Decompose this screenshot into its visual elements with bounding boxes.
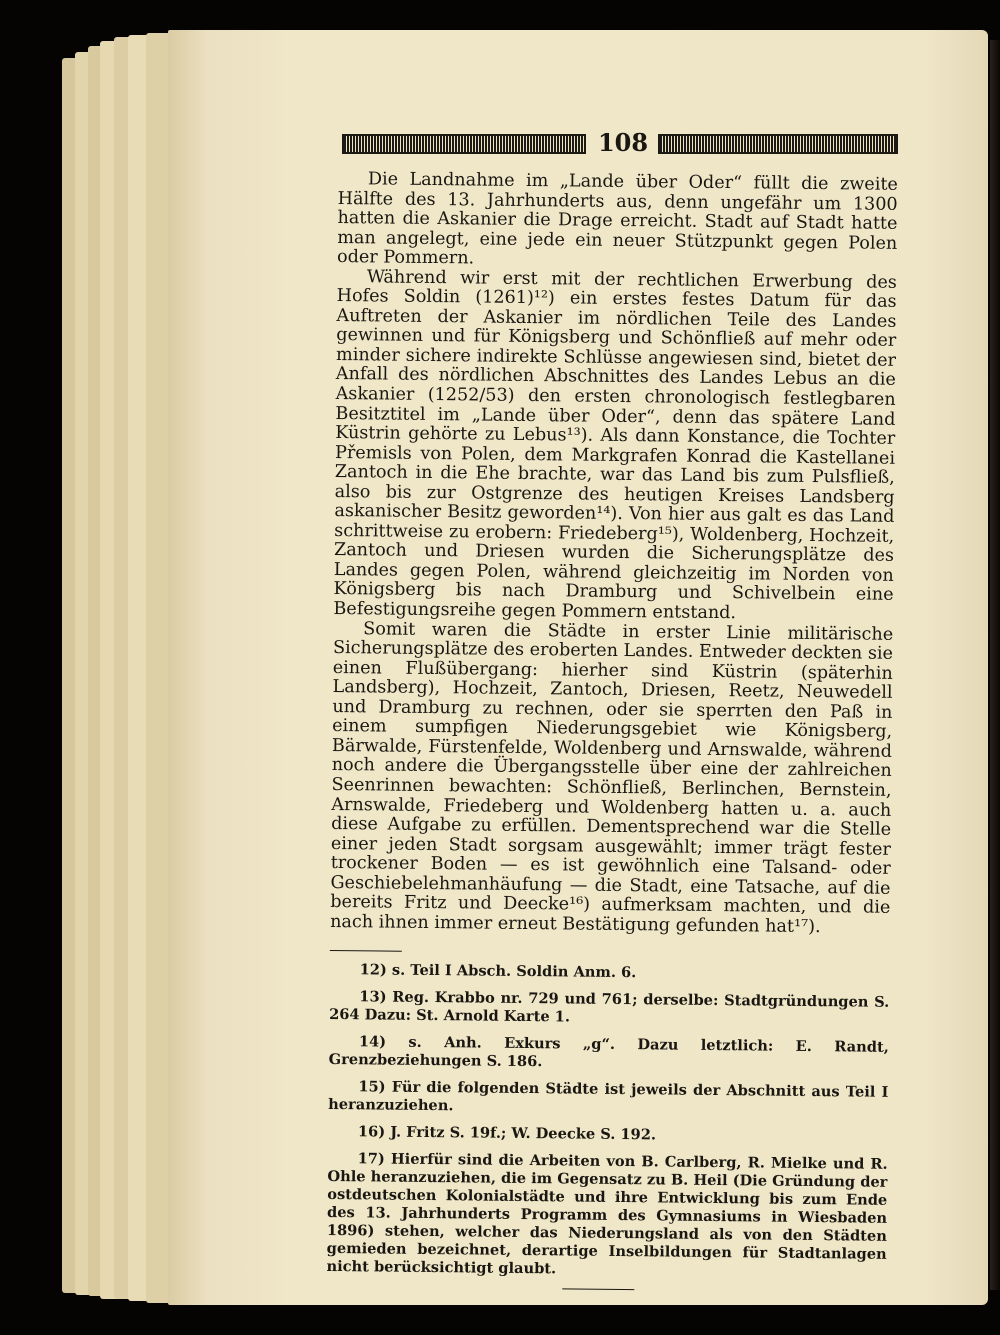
footnote [330, 961, 890, 985]
footnote-mark: 16) [357, 1123, 386, 1141]
footnote-text: s. Anh. Exkurs „g“. Dazu letztlich: E. Randt, Grenzbeziehungen S. 186. [328, 1034, 889, 1071]
footnote [328, 1078, 888, 1120]
footnote [326, 1150, 887, 1282]
page-number: 108 [597, 128, 649, 157]
footnote [329, 1033, 889, 1075]
footnote-mark: 12) [359, 961, 387, 979]
footnote-mark: 13) [359, 988, 387, 1006]
header-ornament-left [342, 134, 586, 154]
footnote-mark: 17) [357, 1150, 385, 1168]
footnote-text: J. Fritz S. 19f.; W. Deecke S. 192. [390, 1123, 657, 1144]
footnote-separator [330, 950, 402, 952]
header-ornament-right [658, 134, 898, 154]
footnote-text: s. Teil I Absch. Soldin Anm. 6. [391, 961, 637, 982]
footnote-text: Reg. Krabbo nr. 729 und 761; derselbe: Stadtgründungen S. 264 Dazu: St. Arnold Karte 1. [329, 988, 890, 1026]
paragraph: Die Landnahme im „Lande über Oder“ füllt die zweite Hälfte des 13. Jahrhunderts aus, denn ungefähr um 1300 hatten die Askanier die Drage erreicht. Stadt auf Stadt hatte man angelegt, eine jede ein neuer Stützpunkt gegen Polen oder Pommern. [336, 169, 898, 269]
book-gutter [990, 40, 1000, 1290]
footnote [329, 988, 889, 1030]
paragraph: Während wir erst mit der rechtlichen Erwerbung des Hofes Soldin (1261)¹²) ein erstes festes Datum für das Auftreten der Askanier im nördlichen Teile des Landes gewinnen und für Königsberg und Schönfließ auf mehr oder minder sichere indirekte Schlüsse angewiesen sind, bietet der Anfall des nördlichen Abschnittes des Landes Lebus an die Askanier (1252/53) den ersten chronologisch festlegbaren Besitztitel im „Lande über Oder“, denn das spätere Land Küstrin gehörte zu Lebus¹³). Als dann Konstance, die Tochter Přemisls von Polen, dem Markgrafen Konrad die Kastellanei Zantoch in die Ehe brachte, war das Land bis zum Pulsfließ, also bis zur Ostgrenze des heutigen Kreises Landsberg askanischer Besitz geworden¹⁴). Von hier aus galt es das Land schrittweise zu erobern: Friedeberg¹⁵), Woldenberg, Hochzeit, Zantoch und Driesen wurden die Sicherungsplätze des Landes gegen Polen, während gleichzeitig im Norden von Königsberg bis nach Dramburg und Schivelbein eine Befestigungsreihe gegen Pommern entstand. [333, 267, 897, 624]
footnote-text: Hierfür sind die Arbeiten von B. Carlberg, R. Mielke und R. Ohle heranzuziehen, die im Gegensatz zu B. Heil (Die Gründung der ostdeutschen Kolonialstädte und ihre Entwicklung bis zum Ende des 13. Jahrhunderts Programm des Gymnasiums in Wiesbaden 1896) stehen, welcher das Niederungsland als von den Städten gemieden bezeichnet, derartige Inselbildungen für Stadtanlagen nicht berücksichtigt glaubt. [326, 1150, 888, 1278]
footnote-text: Für die folgenden Städte ist jeweils der Abschnitt aus Teil I heranzuziehen. [328, 1078, 889, 1115]
page-body [326, 170, 898, 1293]
footnote [328, 1123, 888, 1147]
footnote-mark: 15) [358, 1078, 386, 1096]
paragraph: Somit waren die Städte in erster Linie militärische Sicherungsplätze des eroberten Landes. Entweder deckten sie einen Flußübergang: hierher sind Küstrin (späterhin Landsberg), Hochzeit, Zantoch, Driesen, Reetz, Neuwedell und Dramburg zu rechnen, oder sie sperrten den Paß in einem sumpfigen Niederungsgebiet wie Königsberg, Bärwalde, Fürstenfelde, Woldenberg und Arnswalde, während noch andere die Übergangsstelle über eine der zahlreichen Seenrinnen bewachten: Schönfließ, Berlinchen, Bernstein, Arnswalde, Friedeberg und Woldenberg hatten u. a. auch diese Aufgabe zu erfüllen. Dementsprechend war die Stelle einer jeden Stadt sorgsam ausgewählt; immer trägt fester trockener Boden — es ist gewöhnlich eine Talsand- oder Geschiebelehmanhäufung — die Stadt, eine Tatsache, auf die bereits Fritz und Deecke¹⁶) aufmerksam machten, und die nach ihnen immer erneut Bestätigung gefunden hat¹⁷). [330, 618, 894, 937]
footnote-mark: 14) [358, 1033, 387, 1051]
